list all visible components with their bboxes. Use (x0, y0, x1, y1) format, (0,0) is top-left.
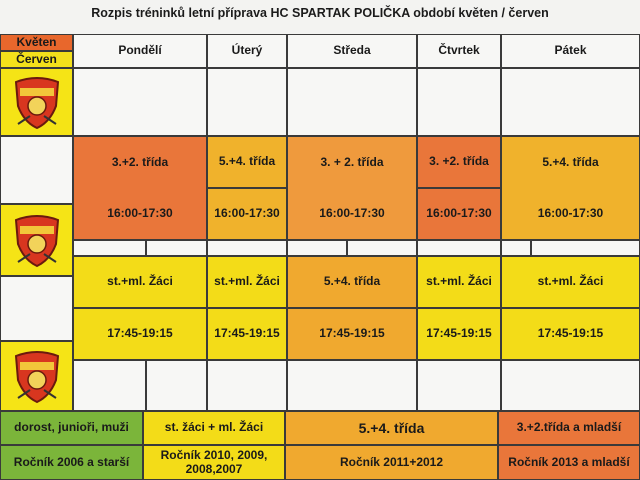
day-thursday: Čtvrtek (417, 34, 501, 68)
left-blank-1 (0, 136, 73, 204)
blank-bottom-fri (501, 360, 640, 411)
blank-bottom-wed (287, 360, 417, 411)
blank-top-tue (207, 68, 287, 136)
block2-time-thu: 17:45-19:15 (417, 308, 501, 360)
legend-seniors-name: dorost, junioři, muži (0, 411, 143, 445)
separator-mon-a (73, 240, 146, 256)
separator-mon-b (146, 240, 207, 256)
block2-time-wed: 17:45-19:15 (287, 308, 417, 360)
block1-group-wed: 3. + 2. třída (287, 136, 417, 188)
block2-time-fri: 17:45-19:15 (501, 308, 640, 360)
day-monday: Pondělí (73, 34, 207, 68)
club-crest-icon (10, 72, 64, 132)
block2-time-mon: 17:45-19:15 (73, 308, 207, 360)
club-logo-2 (0, 204, 73, 276)
separator-tue (207, 240, 287, 256)
block1-time-wed: 16:00-17:30 (287, 188, 417, 240)
legend-grade23-name: 3.+2.třída a mladší (498, 411, 640, 445)
day-tuesday: Úterý (207, 34, 287, 68)
blank-top-mon (73, 68, 207, 136)
blank-top-thu (417, 68, 501, 136)
block1-group-tue: 5.+4. třída (207, 136, 287, 188)
block2-group-tue: st.+ml. Žáci (207, 256, 287, 308)
blank-bottom-mon-a (73, 360, 146, 411)
block1-group-mon: 3.+2. třída (73, 136, 207, 188)
club-logo-3 (0, 341, 73, 411)
legend-pupils-year: Ročník 2010, 2009, 2008,2007 (143, 445, 285, 480)
month-june: Červen (0, 51, 73, 68)
legend-pupils-name: st. žáci + ml. Žáci (143, 411, 285, 445)
block2-group-wed: 5.+4. třída (287, 256, 417, 308)
block2-group-thu: st.+ml. Žáci (417, 256, 501, 308)
block1-time-fri: 16:00-17:30 (501, 188, 640, 240)
separator-wed-b (347, 240, 417, 256)
day-friday: Pátek (501, 34, 640, 68)
blank-bottom-mon-b (146, 360, 207, 411)
block1-time-tue: 16:00-17:30 (207, 188, 287, 240)
left-blank-2 (0, 276, 73, 341)
club-crest-icon (10, 346, 64, 406)
separator-fri-a (501, 240, 531, 256)
day-wednesday: Středa (287, 34, 417, 68)
block1-time-thu: 16:00-17:30 (417, 188, 501, 240)
legend-seniors-year: Ročník 2006 a starší (0, 445, 143, 480)
club-logo-1 (0, 68, 73, 136)
blank-top-fri (501, 68, 640, 136)
legend-grade45-name: 5.+4. třída (285, 411, 498, 445)
separator-fri-b (531, 240, 640, 256)
legend-grade45-year: Ročník 2011+2012 (285, 445, 498, 480)
block2-group-mon: st.+ml. Žáci (73, 256, 207, 308)
blank-top-wed (287, 68, 417, 136)
block1-group-fri: 5.+4. třída (501, 136, 640, 188)
blank-bottom-tue (207, 360, 287, 411)
club-crest-icon (10, 210, 64, 270)
legend-grade23-year: Ročník 2013 a mladší (498, 445, 640, 480)
month-may: Květen (0, 34, 73, 51)
block2-time-tue: 17:45-19:15 (207, 308, 287, 360)
separator-wed-a (287, 240, 347, 256)
blank-bottom-thu (417, 360, 501, 411)
separator-thu (417, 240, 501, 256)
schedule-title: Rozpis tréninků letní příprava HC SPARTAK POLIČKA období květen / červen (91, 6, 549, 20)
block1-group-thu: 3. +2. třída (417, 136, 501, 188)
block1-time-mon: 16:00-17:30 (73, 188, 207, 240)
block2-group-fri: st.+ml. Žáci (501, 256, 640, 308)
